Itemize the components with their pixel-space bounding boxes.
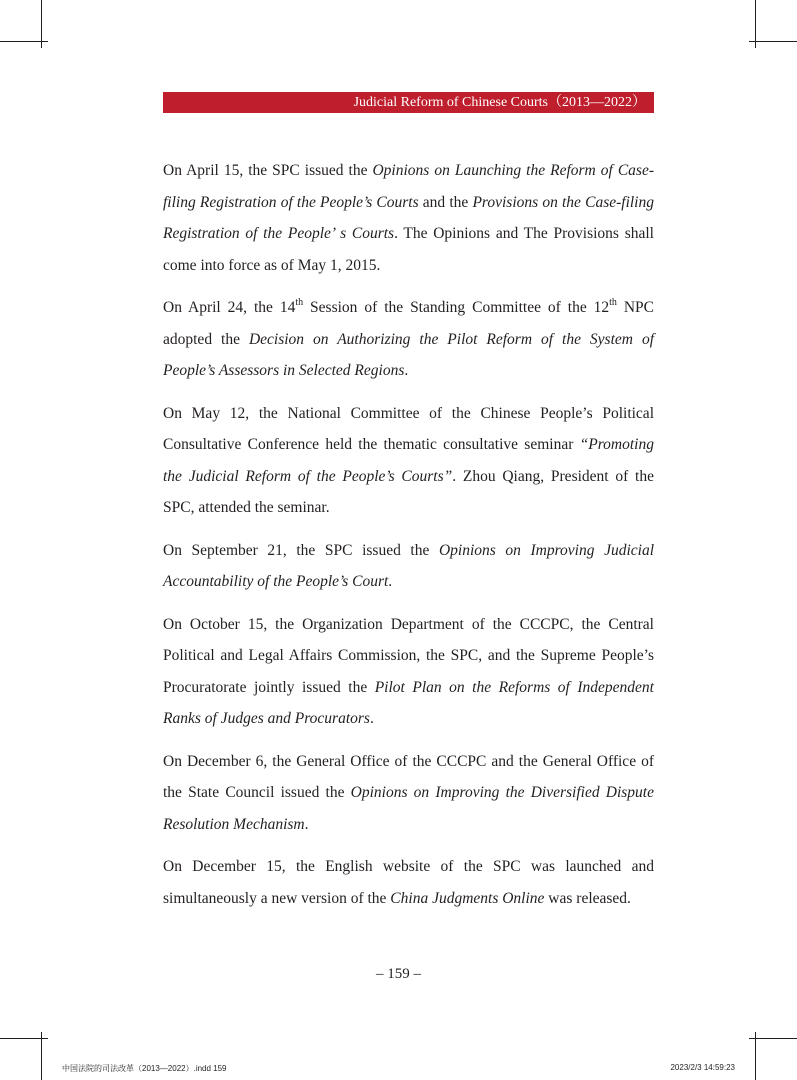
chronology-content bbox=[163, 155, 654, 925]
document-title-text: “Promoting the Judicial Reform of the People’s Courts” bbox=[163, 436, 654, 485]
entry-text: On October 15, the Organization Department of the CCCPC, the Central Political and Legal Affairs Commission, the SPC, and the Supreme People’s Procuratorate jointly issued the bbox=[163, 615, 654, 696]
ordinal-suffix: th bbox=[295, 297, 304, 308]
print-slug-file: 中国法院的司法改革（2013—2022）.indd 159 bbox=[62, 1064, 227, 1073]
document-title-text: Opinions on Improving the Diversified Dispute Resolution Mechanism bbox=[163, 784, 654, 833]
entry-text: On December 15, the English website of the SPC was launched and simultaneously a new version of the bbox=[163, 858, 654, 907]
entry-text: and the bbox=[418, 193, 473, 211]
entry-text: On May 12, the National Committee of the Chinese People’s Political Consultative Conference held the thematic consultative seminar bbox=[163, 404, 654, 453]
crop-mark-br-h bbox=[749, 1038, 797, 1039]
print-slug-timestamp: 2023/2/3 14:59:23 bbox=[670, 1063, 735, 1072]
entry-text: was released. bbox=[544, 889, 631, 907]
chronology-entry bbox=[163, 535, 654, 598]
chronology-entry bbox=[163, 155, 654, 281]
document-title-text: Decision on Authorizing the Pilot Reform of the System of People’s Assessors in Selected Regions bbox=[163, 330, 654, 379]
entry-text: . The Opinions and The Provisions shall come into force as of May 1, 2015. bbox=[163, 225, 654, 274]
entry-text: On April 15, the SPC issued the bbox=[163, 162, 373, 179]
crop-mark-bl-v bbox=[41, 1032, 42, 1080]
entry-text: . bbox=[404, 362, 409, 379]
page-number: – 159 – bbox=[376, 966, 421, 982]
document-title-text: Pilot Plan on the Reforms of Independent Ranks of Judges and Procurators bbox=[163, 678, 654, 727]
crop-mark-br-v bbox=[755, 1032, 756, 1080]
entry-text: On December 6, the General Office of the CCCPC and the General Office of the State Council issued the bbox=[163, 752, 654, 801]
crop-mark-tr-h bbox=[749, 41, 797, 42]
chronology-entry bbox=[163, 292, 654, 387]
entry-text: . bbox=[388, 573, 393, 590]
crop-mark-bl-h bbox=[0, 1038, 48, 1039]
entry-text: . Zhou Qiang, President of the SPC, attended the seminar. bbox=[163, 467, 654, 516]
crop-mark-tl-h bbox=[0, 41, 48, 42]
entry-text: . bbox=[369, 710, 374, 727]
running-header bbox=[163, 92, 654, 113]
chronology-entry bbox=[163, 398, 654, 524]
entry-text: Session of the Standing Committee of the 12 bbox=[303, 299, 610, 316]
document-title-text: Provisions on the Case-filing Registration of the People’ s Courts bbox=[163, 193, 654, 242]
chronology-entry bbox=[163, 609, 654, 735]
entry-text: On April 24, the 14 bbox=[163, 299, 296, 316]
entry-text: On September 21, the SPC issued the bbox=[163, 541, 439, 559]
entry-text: . bbox=[304, 815, 309, 833]
document-title-text: Opinions on Improving Judicial Accountability of the People’s Court bbox=[163, 541, 654, 590]
document-title-text: Opinions on Launching the Reform of Case-filing Registration of the People’s Courts bbox=[163, 162, 654, 211]
chronology-entry bbox=[163, 851, 654, 914]
entry-text: NPC adopted the bbox=[163, 299, 655, 348]
running-header-title: Judicial Reform of Chinese Courts（2013—2022） bbox=[353, 95, 646, 110]
document-title-text: China Judgments Online bbox=[390, 889, 545, 907]
chronology-entry bbox=[163, 746, 654, 841]
ordinal-suffix: th bbox=[609, 297, 617, 308]
